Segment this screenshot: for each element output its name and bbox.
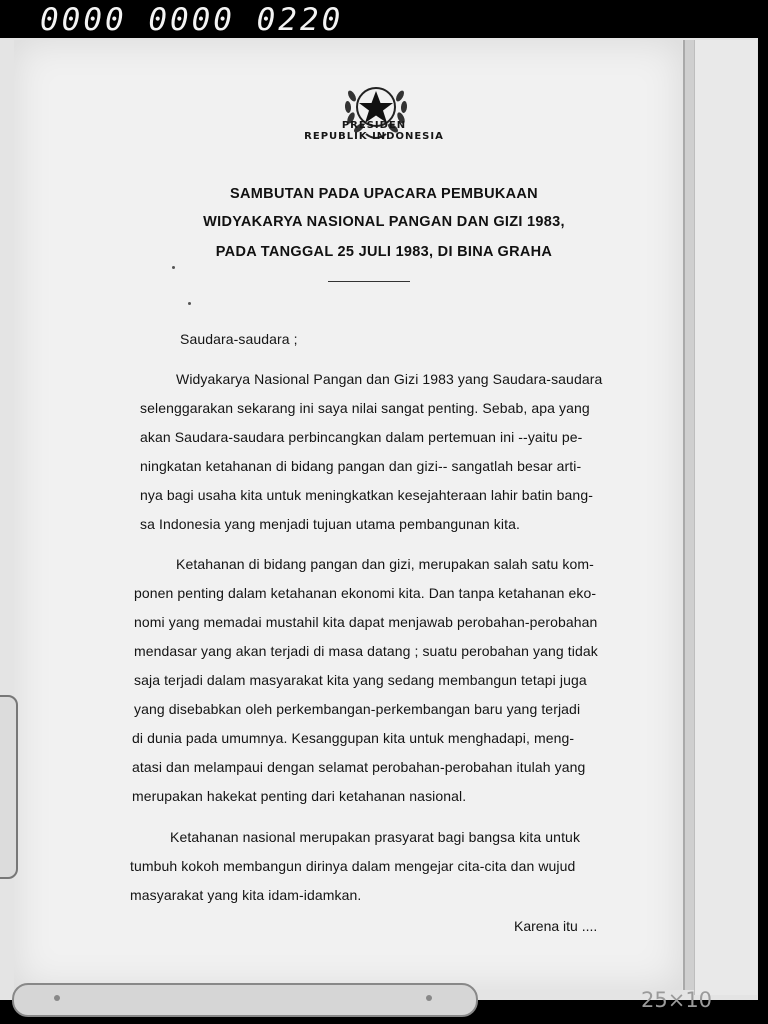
body-line: merupakan hakekat penting dari ketahanan nasional. (132, 788, 467, 804)
title-line-1: SAMBUTAN PADA UPACARA PEMBUKAAN (230, 186, 538, 202)
body-line: di dunia pada umumnya. Kesanggupan kita untuk menghadapi, meng- (132, 730, 575, 746)
body-line: nya bagi usaha kita untuk meningkatkan kesejahteraan lahir batin bang- (140, 487, 593, 503)
body-line: Ketahanan di bidang pangan dan gizi, merupakan salah satu kom- (176, 556, 594, 572)
title-line-2: WIDYAKARYA NASIONAL PANGAN DAN GIZI 1983, (203, 214, 565, 230)
salutation: Saudara-saudara ; (180, 331, 298, 347)
body-line: yang disebabkan oleh perkembangan-perkembangan baru yang terjadi (134, 701, 581, 717)
scanner-right-margin (694, 40, 757, 995)
body-line: atasi dan melampaui dengan selamat perobahan-perobahan itulah yang (132, 759, 586, 775)
binder-clip-bottom (12, 983, 478, 1017)
body-line: akan Saudara-saudara perbincangkan dalam pertemuan ini --yaitu pe- (140, 429, 583, 445)
body-line: sa Indonesia yang menjadi tujuan utama pembangunan kita. (140, 516, 520, 532)
body-line: masyarakat yang kita idam-idamkan. (130, 887, 362, 903)
title-line-3: PADA TANGGAL 25 JULI 1983, DI BINA GRAHA (215, 244, 553, 260)
binder-clip-left (0, 695, 18, 879)
body-line: tumbuh kokoh membangun dirinya dalam mengejar cita-cita dan wujud (130, 858, 576, 874)
reduction-ratio-label: 25×10 (641, 988, 713, 1012)
closing-continuation: Karena itu .... (514, 918, 598, 934)
clip-rivet (54, 995, 60, 1001)
body-line: nomi yang memadai mustahil kita dapat menjawab perobahan-perobahan (134, 614, 598, 630)
scan-speck (188, 302, 191, 305)
body-line: saja terjadi dalam masyarakat kita yang sedang membangun tetapi juga (134, 672, 587, 688)
body-line: selenggarakan sekarang ini saya nilai sangat penting. Sebab, apa yang (140, 400, 590, 416)
document-page (14, 40, 682, 990)
body-line: ponen penting dalam ketahanan ekonomi kita. Dan tanpa ketahanan eko- (134, 585, 597, 601)
scan-speck (172, 266, 175, 269)
letterhead-republik: REPUBLIK INDONESIA (304, 131, 444, 142)
title-underline (328, 281, 410, 282)
body-line: Widyakarya Nasional Pangan dan Gizi 1983 yang Saudara-saudara (176, 371, 603, 387)
letterhead-presiden: PRESIDEN (341, 120, 407, 131)
film-frame-code: 0000 0000 0220 (40, 2, 344, 38)
body-line: Ketahanan nasional merupakan prasyarat bagi bangsa kita untuk (170, 829, 581, 845)
body-line: mendasar yang akan terjadi di masa datang ; suatu perobahan yang tidak (134, 643, 598, 659)
page-edge (683, 40, 694, 990)
body-line: ningkatan ketahanan di bidang pangan dan gizi-- sangatlah besar arti- (140, 458, 582, 474)
clip-rivet (426, 995, 432, 1001)
